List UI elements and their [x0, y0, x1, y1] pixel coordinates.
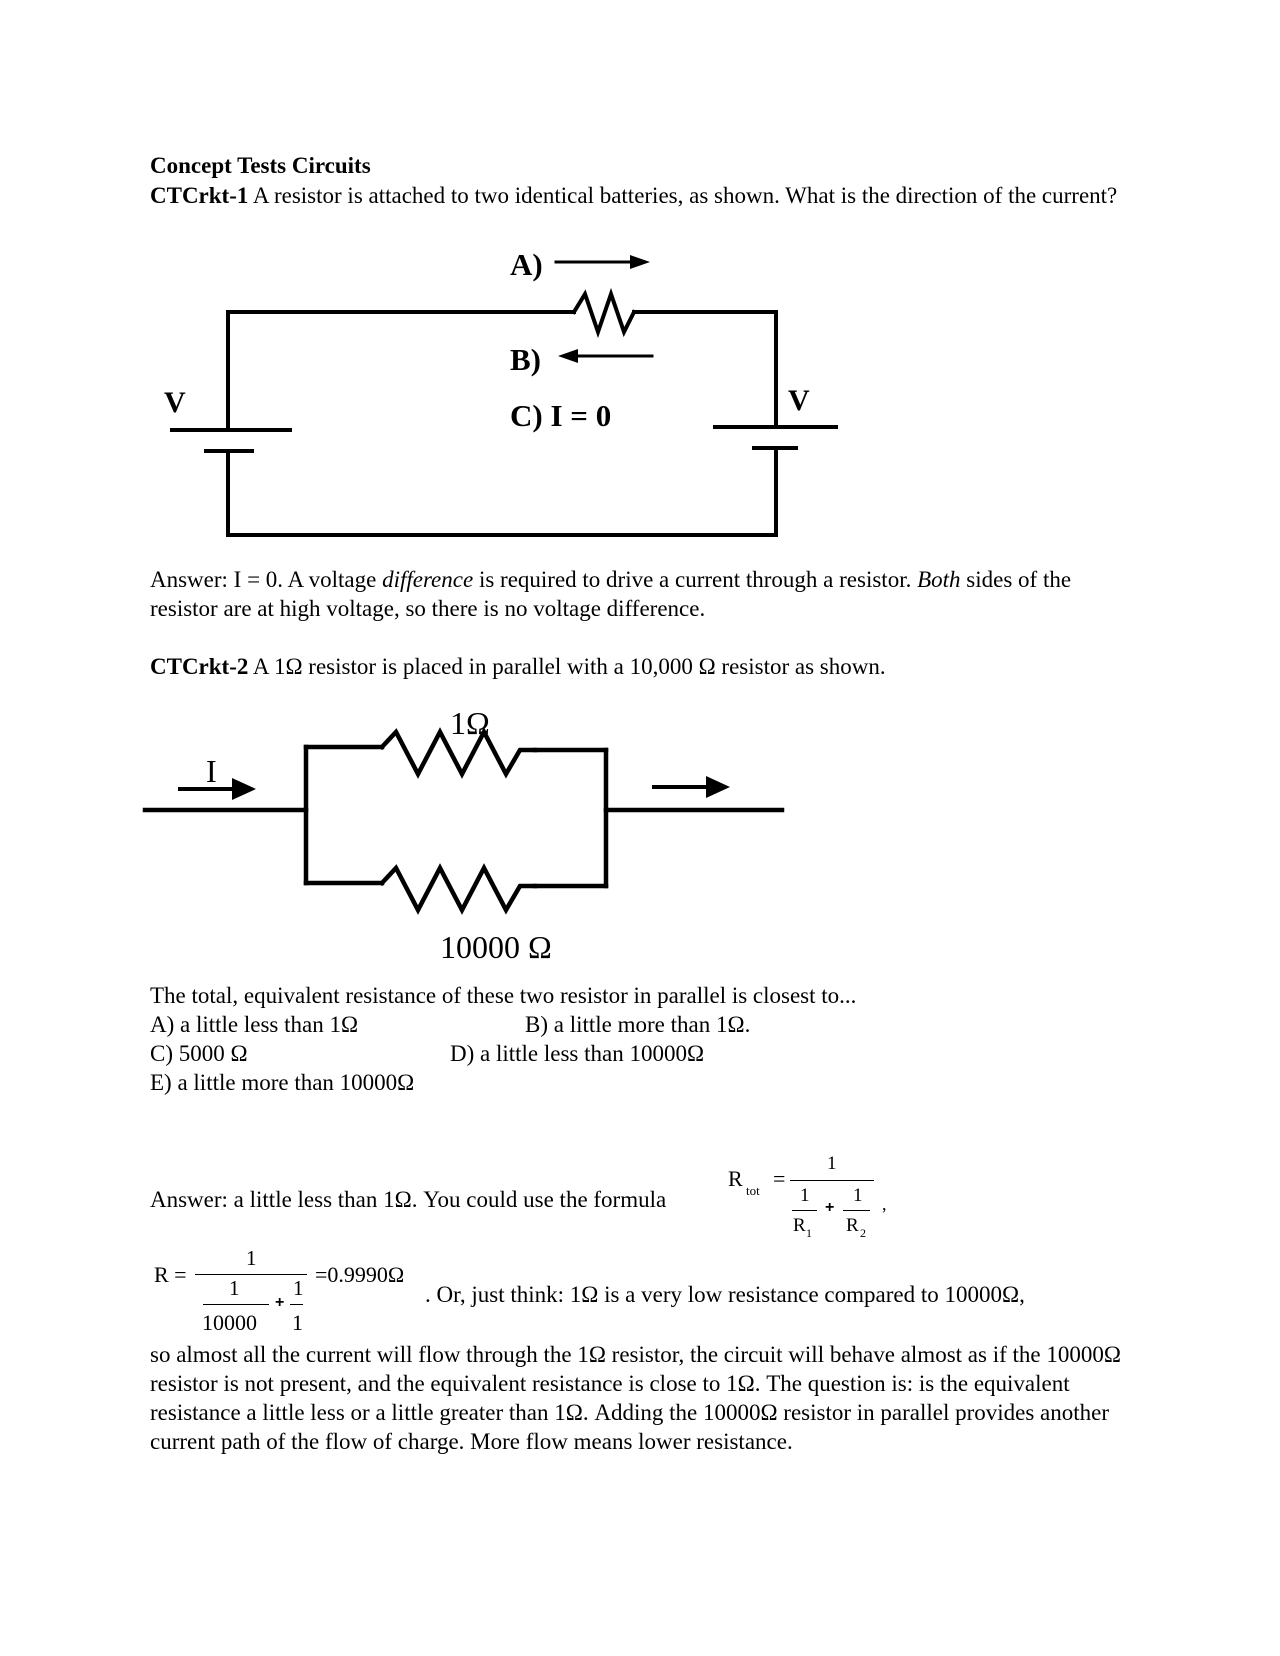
formula-r-main-bar	[195, 1274, 307, 1275]
option-a-label: A)	[510, 247, 543, 282]
option-b: B) a little more than 1Ω.	[525, 1012, 751, 1037]
battery-left-label: V	[164, 386, 186, 419]
formula-rtot-plus: +	[825, 1199, 835, 1216]
formula-r-numerator: 1	[246, 1246, 257, 1270]
resistor-bottom	[382, 868, 535, 910]
option-c: C) 5000 Ω	[150, 1041, 248, 1066]
question-2-text: A 1Ω resistor is placed in parallel with a 10,000 Ω resistor as shown.	[248, 654, 886, 679]
question-2-prompt: The total, equivalent resistance of these two resistor in parallel is closest to...	[150, 983, 857, 1008]
option-b-label: B)	[510, 342, 541, 377]
resistor-top-label: 1Ω	[450, 705, 490, 741]
option-c-label: C) I = 0	[510, 398, 612, 433]
formula-rtot-sub: tot	[746, 1183, 760, 1198]
formula-r-result: =0.9990Ω	[315, 1262, 405, 1287]
formula-r-n2: 1	[293, 1276, 304, 1300]
formula-r-plus: +	[275, 1294, 285, 1311]
current-arrow-in-head	[232, 778, 256, 800]
formula-r-d2: 1	[292, 1310, 303, 1335]
current-label: I	[206, 753, 217, 789]
option-a: A) a little less than 1Ω	[150, 1012, 359, 1037]
formula-r-bar-1	[203, 1304, 269, 1305]
formula-rtot-d2-sub: 2	[860, 1226, 866, 1240]
answer-1-part-2: is required to drive a current through a resistor.	[473, 567, 918, 592]
formula-r-n1: 1	[229, 1276, 240, 1300]
answer-2-explain-rest: so almost all the current will flow through the 1Ω resistor, the circuit will behave almost as if the 10000Ω resistor is not present, and the equivalent resistance is close to 1Ω. The question is: is the equivalent resistance a little less or a little greater than 1Ω. Adding the 10000Ω resistor in parallel provides another current path of the flow of charge. More flow means lower resistance.	[150, 1342, 1121, 1454]
answer-1-part-3: sides of the resistor are at high voltage, so there is no voltage difference.	[150, 567, 1072, 621]
question-1-text: A resistor is attached to two identical batteries, as shown. What is the direction of the current?	[252, 183, 1118, 208]
current-arrow-out-head	[706, 776, 730, 798]
formula-rtot-n2: 1	[853, 1185, 863, 1206]
formula-rtot-main-bar	[790, 1180, 874, 1181]
formula-rtot-bar-1	[792, 1210, 817, 1211]
question-2-id: CTCrkt-2	[150, 654, 249, 679]
formula-rtot-bar-2	[843, 1210, 870, 1211]
formula-rtot-comma: ,	[882, 1194, 887, 1214]
question-1-id: CTCrkt-1	[150, 183, 249, 208]
formula-r-bar-2	[290, 1304, 303, 1305]
formula-rtot-d1: R	[793, 1215, 806, 1236]
battery-right-label: V	[788, 384, 810, 417]
formula-rtot-lhs: R	[728, 1166, 743, 1191]
formula-rtot-eq: =	[773, 1166, 786, 1191]
option-d: D) a little less than 10000Ω	[450, 1041, 705, 1066]
formula-rtot-numerator: 1	[827, 1153, 837, 1174]
formula-rtot-d1-sub: 1	[806, 1226, 812, 1240]
resistor-bottom-label: 10000 Ω	[440, 929, 552, 965]
answer-2-intro: Answer: a little less than 1Ω. You could use the formula	[150, 1187, 667, 1212]
formula-r-lhs: R =	[154, 1262, 187, 1287]
formula-r-d1: 10000	[202, 1310, 257, 1335]
formula-rtot-n1: 1	[800, 1185, 810, 1206]
option-e: E) a little more than 10000Ω	[150, 1070, 415, 1095]
answer-1-emphasis-1: difference	[382, 567, 474, 592]
formula-rtot-d2: R	[846, 1215, 859, 1236]
answer-1-part-1: Answer: I = 0. A voltage	[150, 567, 383, 592]
answer-1-emphasis-2: Both	[917, 567, 961, 592]
doc-title: Concept Tests Circuits	[150, 153, 371, 178]
answer-2-explain-inline: . Or, just think: 1Ω is a very low resistance compared to 10000Ω,	[425, 1282, 1025, 1307]
